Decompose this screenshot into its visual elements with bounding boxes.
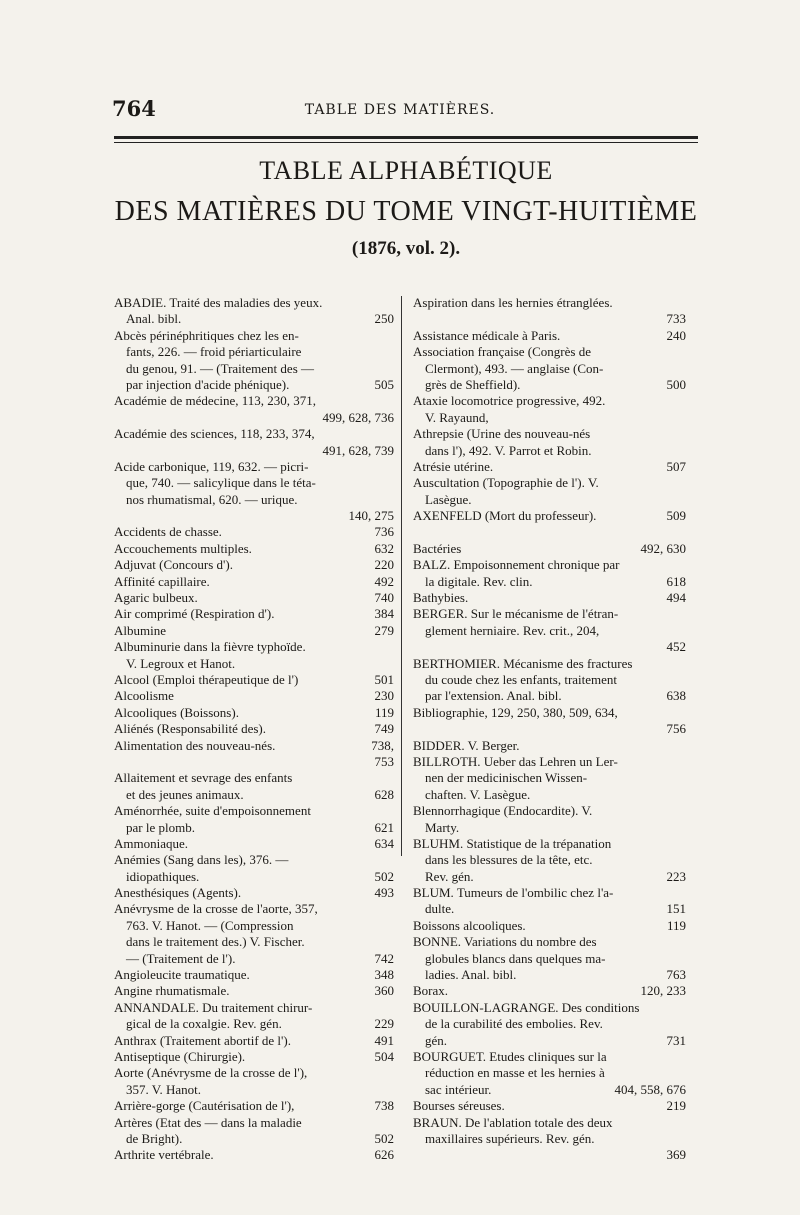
index-entry-text: Académie des sciences, 118, 233, 374, <box>114 426 315 442</box>
index-page-ref: 731 <box>666 1032 686 1048</box>
index-page-ref: 151 <box>666 901 686 917</box>
index-page-ref: 740 <box>374 590 394 606</box>
index-line <box>114 361 394 377</box>
index-entry-text: Lasègue. <box>425 491 472 507</box>
index-page-ref: 638 <box>666 688 686 704</box>
index-line <box>114 803 394 819</box>
index-page-ref: 763 <box>666 967 686 983</box>
index-page-ref: 621 <box>374 819 394 835</box>
header-rule-thick <box>114 136 698 139</box>
index-page-ref: 223 <box>666 868 686 884</box>
index-entry-text: Agaric bulbeux. <box>114 590 198 606</box>
index-line <box>114 508 394 524</box>
index-line <box>413 787 686 803</box>
index-line <box>413 934 686 950</box>
index-entry-text: Affinité capillaire. <box>114 573 210 589</box>
index-entry-text: Angine rhumatismale. <box>114 983 230 999</box>
index-page-ref: 628 <box>374 786 394 802</box>
index-line <box>413 770 686 786</box>
index-entry-text: Allaitement et sevrage des enfants <box>114 770 293 786</box>
index-line <box>413 524 686 540</box>
index-page-ref: 618 <box>666 573 686 589</box>
index-line <box>413 410 686 426</box>
index-entry-text: Aspiration dans les hernies étranglées. <box>413 295 613 310</box>
index-entry-text: Atrésie utérine. <box>413 458 494 474</box>
index-entry-text: Assistance médicale à Paris. <box>413 327 561 343</box>
index-line <box>114 295 394 311</box>
index-page-ref: 452 <box>666 639 686 655</box>
index-line <box>114 328 394 344</box>
index-entry-text: Clermont), 493. — anglaise (Con- <box>425 360 604 376</box>
index-entry-text: BERTHOMIER. Mécanisme des fractures <box>413 655 633 671</box>
index-line <box>114 918 394 934</box>
index-page-ref: 491, 628, 739 <box>322 442 394 458</box>
index-line <box>114 524 394 540</box>
index-entry-text: Alcoolisme <box>114 688 174 704</box>
index-entry-text: du coude chez les enfants, traitement <box>425 671 618 687</box>
index-entry-text: Abcès périnéphritiques chez les en- <box>114 327 299 343</box>
index-line <box>114 623 394 639</box>
index-line <box>413 1131 686 1147</box>
index-line <box>114 377 394 393</box>
index-page-ref: 501 <box>374 671 394 687</box>
index-line <box>413 443 686 459</box>
index-entry-text: idiopathiques. <box>126 868 200 884</box>
index-entry-text: BLUHM. Statistique de la trépanation <box>413 835 612 851</box>
index-entry-text: Air comprimé (Respiration d'). <box>114 606 275 622</box>
index-line <box>413 852 686 868</box>
index-page-ref: 229 <box>374 1016 394 1032</box>
index-entry-text: dans l'), 492. V. Parrot et Robin. <box>425 442 592 458</box>
index-entry-text: V. Legroux et Hanot. <box>126 655 236 671</box>
index-line <box>413 1033 686 1049</box>
index-line <box>114 311 394 327</box>
index-entry-text: Bibliographie, 129, 250, 380, 509, 634, <box>413 704 618 720</box>
index-entry-text: AXENFELD (Mort du professeur). <box>413 508 597 524</box>
index-line <box>114 1065 394 1081</box>
index-entry-text: Bourses séreuses. <box>413 1098 505 1114</box>
index-entry-text: Artères (Etat des — dans la maladie <box>114 1114 302 1130</box>
index-entry-text: Antiseptique (Chirurgie). <box>114 1048 246 1064</box>
index-entry-text: Auscultation (Topographie de l'). V. <box>413 475 599 491</box>
index-entry-text: sac intérieur. <box>425 1081 492 1097</box>
index-line <box>114 983 394 999</box>
index-entry-text: et des jeunes animaux. <box>126 786 244 802</box>
index-page-ref: 230 <box>374 688 394 704</box>
index-line <box>114 1033 394 1049</box>
index-page-ref: 119 <box>666 917 686 933</box>
index-line <box>114 820 394 836</box>
index-entry-text: réduction en masse et les hernies à <box>425 1065 605 1081</box>
index-line <box>114 1082 394 1098</box>
index-page-ref: 507 <box>666 458 686 474</box>
index-page-ref: 369 <box>666 1147 686 1163</box>
index-page-ref: 240 <box>666 327 686 343</box>
index-entry-text: dans le traitement des.) V. Fischer. <box>126 934 305 950</box>
index-line <box>114 1131 394 1147</box>
index-entry-text: Accidents de chasse. <box>114 524 222 540</box>
index-line <box>413 901 686 917</box>
index-entry-text: Marty. <box>425 819 460 835</box>
index-page-ref: 120, 233 <box>640 983 686 999</box>
index-entry-text: Athrepsie (Urine des nouveau-nés <box>413 426 591 442</box>
index-line <box>114 672 394 688</box>
index-line <box>413 672 686 688</box>
index-page-ref: 348 <box>374 967 394 983</box>
running-title: TABLE DES MATIÈRES. <box>304 102 496 118</box>
index-entry-text: glement herniaire. Rev. crit., 204, <box>425 622 600 638</box>
index-page-ref: 119 <box>374 704 394 720</box>
index-entry-text: Blennorrhagique (Endocardite). V. <box>413 803 593 819</box>
column-divider <box>401 296 402 856</box>
index-entry-text: — (Traitement de l'). <box>126 950 236 966</box>
index-entry-text: ANNANDALE. Du traitement chirur- <box>114 999 313 1015</box>
index-entry-text: de Bright). <box>126 1130 183 1146</box>
index-entry-text: Accouchements multiples. <box>114 540 252 556</box>
index-entry-text: Aliénés (Responsabilité des). <box>114 721 266 737</box>
index-line <box>114 590 394 606</box>
index-line <box>413 508 686 524</box>
index-line <box>114 754 394 770</box>
index-line <box>413 541 686 557</box>
index-entry-text: par l'extension. Anal. bibl. <box>425 688 562 704</box>
index-page-ref: 753 <box>374 753 394 769</box>
index-entry-text: ABADIE. Traité des maladies des yeux. <box>114 295 323 310</box>
page-number: 764 <box>112 96 156 121</box>
index-line <box>114 1098 394 1114</box>
index-entry-text: gical de la coxalgie. Rev. gén. <box>126 1016 282 1032</box>
index-page-ref: 504 <box>374 1048 394 1064</box>
index-line <box>114 738 394 754</box>
index-line <box>114 934 394 950</box>
index-line <box>114 574 394 590</box>
index-line <box>413 1147 686 1163</box>
index-line <box>413 967 686 983</box>
index-entry-text: Ataxie locomotrice progressive, 492. <box>413 393 606 409</box>
main-title-line1: TABLE ALPHABÉTIQUE <box>259 156 553 185</box>
index-page-ref: 756 <box>666 721 686 737</box>
index-line <box>413 623 686 639</box>
index-entry-text: Boissons alcooliques. <box>413 917 526 933</box>
index-entry-text: Bactéries <box>413 540 462 556</box>
index-line <box>114 426 394 442</box>
index-entry-text: par le plomb. <box>126 819 195 835</box>
index-entry-text: Anémies (Sang dans les), 376. — <box>114 852 289 868</box>
volume-line: (1876, vol. 2). <box>351 238 461 259</box>
index-page-ref: 140, 275 <box>348 508 394 524</box>
index-line <box>413 574 686 590</box>
index-entry-text: Académie de médecine, 113, 230, 371, <box>114 393 317 409</box>
index-entry-text: gén. <box>425 1032 448 1048</box>
index-line <box>413 705 686 721</box>
index-entry-text: que, 740. — salicylique dans le téta- <box>126 475 316 491</box>
index-entry-text: Aorte (Anévrysme de la crosse de l'), <box>114 1065 308 1081</box>
index-line <box>114 1016 394 1032</box>
index-page-ref: 360 <box>374 983 394 999</box>
index-line <box>413 803 686 819</box>
index-entry-text: fants, 226. — froid périarticulaire <box>126 344 302 360</box>
index-line <box>114 410 394 426</box>
index-line <box>114 656 394 672</box>
index-page-ref: 499, 628, 736 <box>322 409 394 425</box>
index-page-ref: 749 <box>374 721 394 737</box>
index-line <box>413 721 686 737</box>
index-entry-text: Association française (Congrès de <box>413 344 591 360</box>
index-entry-text: Angioleucite traumatique. <box>114 967 250 983</box>
index-entry-text: Alcooliques (Boissons). <box>114 704 239 720</box>
index-page-ref: 219 <box>666 1098 686 1114</box>
index-entry-text: 357. V. Hanot. <box>126 1081 201 1097</box>
index-entry-text: nen der medicinischen Wissen- <box>425 770 588 786</box>
index-entry-text: Ammoniaque. <box>114 835 189 851</box>
index-line <box>114 606 394 622</box>
index-line <box>413 459 686 475</box>
running-header <box>112 96 688 126</box>
index-line <box>114 639 394 655</box>
index-entry-text: BRAUN. De l'ablation totale des deux <box>413 1114 613 1130</box>
index-page-ref: 250 <box>374 311 394 327</box>
index-line <box>114 770 394 786</box>
index-entry-text: Anesthésiques (Agents). <box>114 885 242 901</box>
index-entry-text: la digitale. Rev. clin. <box>425 573 533 589</box>
index-line <box>413 1115 686 1131</box>
index-line <box>114 787 394 803</box>
index-entry-text: Albumine <box>114 622 166 638</box>
index-entry-text: 763. V. Hanot. — (Compression <box>126 917 294 933</box>
index-line <box>413 590 686 606</box>
index-line <box>413 836 686 852</box>
index-entry-text: BIDDER. V. Berger. <box>413 737 520 753</box>
index-page-ref: 733 <box>666 311 686 327</box>
main-title-line2: DES MATIÈRES DU TOME VINGT-HUITIÈME <box>114 196 698 227</box>
index-entry-text: BERGER. Sur le mécanisme de l'étran- <box>413 606 619 622</box>
index-line <box>413 426 686 442</box>
index-entry-text: Rev. gén. <box>425 868 474 884</box>
index-line <box>114 1147 394 1163</box>
index-line <box>114 852 394 868</box>
index-page-ref: 494 <box>666 590 686 606</box>
index-page-ref: 502 <box>374 1130 394 1146</box>
index-line <box>413 656 686 672</box>
index-line <box>413 639 686 655</box>
index-entry-text: dans les blessures de la tête, etc. <box>425 852 593 868</box>
index-page-ref: 279 <box>374 622 394 638</box>
index-line <box>413 311 686 327</box>
index-entry-text: chaften. V. Lasègue. <box>425 786 531 802</box>
index-line <box>413 492 686 508</box>
index-line <box>413 475 686 491</box>
index-column-right <box>413 295 686 1164</box>
index-line <box>114 1000 394 1016</box>
index-line <box>413 983 686 999</box>
index-line <box>413 344 686 360</box>
index-line <box>114 1049 394 1065</box>
index-line <box>413 688 686 704</box>
index-line <box>413 606 686 622</box>
index-line <box>114 836 394 852</box>
index-entry-text: Arthrite vertébrale. <box>114 1147 214 1163</box>
index-page-ref: 220 <box>374 557 394 573</box>
header-rule-thin <box>114 142 698 143</box>
index-entry-text: Alimentation des nouveau-nés. <box>114 737 276 753</box>
index-page-ref: 509 <box>666 508 686 524</box>
index-page-ref: 493 <box>374 885 394 901</box>
index-line <box>413 918 686 934</box>
index-entry-text: Anévrysme de la crosse de l'aorte, 357, <box>114 901 318 917</box>
index-page-ref: 502 <box>374 868 394 884</box>
index-line <box>413 820 686 836</box>
index-page-ref: 634 <box>374 835 394 851</box>
index-entry-text: BLUM. Tumeurs de l'ombilic chez l'a- <box>413 885 614 901</box>
index-line <box>114 459 394 475</box>
index-line <box>413 869 686 885</box>
index-line <box>114 344 394 360</box>
index-entry-text: Anthrax (Traitement abortif de l'). <box>114 1032 291 1048</box>
index-page-ref: 492, 630 <box>640 540 686 556</box>
index-line <box>114 901 394 917</box>
index-entry-text: Aménorrhée, suite d'empoisonnement <box>114 803 311 819</box>
index-line <box>413 1098 686 1114</box>
index-entry-text: dulte. <box>425 901 455 917</box>
index-page-ref: 505 <box>374 376 394 392</box>
index-line <box>114 475 394 491</box>
index-line <box>413 557 686 573</box>
index-page-ref: 736 <box>374 524 394 540</box>
index-line <box>114 885 394 901</box>
index-page-ref: 492 <box>374 573 394 589</box>
index-entry-text: grès de Sheffield). <box>425 376 521 392</box>
index-line <box>114 492 394 508</box>
index-page-ref: 500 <box>666 376 686 392</box>
index-line <box>413 361 686 377</box>
index-line <box>114 967 394 983</box>
index-page-ref: 742 <box>374 950 394 966</box>
index-line <box>114 393 394 409</box>
index-page-ref: 491 <box>374 1032 394 1048</box>
index-page-ref: 632 <box>374 540 394 556</box>
index-line <box>413 1000 686 1016</box>
index-entry-text: de la curabilité des embolies. Rev. <box>425 1016 603 1032</box>
index-line <box>413 328 686 344</box>
index-line <box>114 1115 394 1131</box>
index-page-ref: 384 <box>374 606 394 622</box>
index-line <box>413 1016 686 1032</box>
index-line <box>114 951 394 967</box>
index-line <box>413 393 686 409</box>
index-line <box>413 951 686 967</box>
index-page-ref: 738 <box>374 1098 394 1114</box>
index-line <box>114 541 394 557</box>
index-entry-text: Borax. <box>413 983 449 999</box>
index-line <box>413 377 686 393</box>
index-entry-text: BONNE. Variations du nombre des <box>413 934 597 950</box>
index-line <box>413 738 686 754</box>
index-line <box>413 295 686 311</box>
index-entry-text: ladies. Anal. bibl. <box>425 967 517 983</box>
index-entry-text: maxillaires supérieurs. Rev. gén. <box>425 1130 595 1146</box>
index-line <box>114 557 394 573</box>
index-line <box>114 705 394 721</box>
index-entry-text: Alcool (Emploi thérapeutique de l') <box>114 671 299 687</box>
index-line <box>413 754 686 770</box>
index-entry-text: V. Rayaund, <box>425 409 489 425</box>
index-entry-text: Bathybies. <box>413 590 469 606</box>
index-entry-text: du genou, 91. — (Traitement des — <box>126 360 314 376</box>
index-entry-text: BILLROTH. Ueber das Lehren un Ler- <box>413 753 618 769</box>
index-entry-text: BALZ. Empoisonnement chronique par <box>413 557 620 573</box>
index-line <box>413 885 686 901</box>
index-entry-text: Arrière-gorge (Cautérisation de l'), <box>114 1098 295 1114</box>
index-line <box>114 869 394 885</box>
index-line <box>413 1082 686 1098</box>
index-line <box>114 688 394 704</box>
index-line <box>413 1065 686 1081</box>
index-entry-text: BOUILLON-LAGRANGE. Des conditions <box>413 999 640 1015</box>
index-line <box>413 1049 686 1065</box>
index-entry-text: Adjuvat (Concours d'). <box>114 557 233 573</box>
index-entry-text: globules blancs dans quelques ma- <box>425 950 606 966</box>
index-column-left <box>114 295 394 1164</box>
index-entry-text: nos rhumatismal, 620. — urique. <box>126 491 298 507</box>
index-entry-text: Anal. bibl. <box>126 311 182 327</box>
index-entry-text: BOURGUET. Etudes cliniques sur la <box>413 1048 607 1064</box>
index-page-ref: 626 <box>374 1147 394 1163</box>
index-entry-text: par injection d'acide phénique). <box>126 376 290 392</box>
index-entry-text: Albuminurie dans la fièvre typhoïde. <box>114 639 306 655</box>
index-entry-text: Acide carbonique, 119, 632. — picri- <box>114 458 309 474</box>
index-line <box>114 721 394 737</box>
index-page-ref: 404, 558, 676 <box>614 1081 686 1097</box>
index-line <box>114 443 394 459</box>
index-page-ref: 738, <box>371 737 394 753</box>
